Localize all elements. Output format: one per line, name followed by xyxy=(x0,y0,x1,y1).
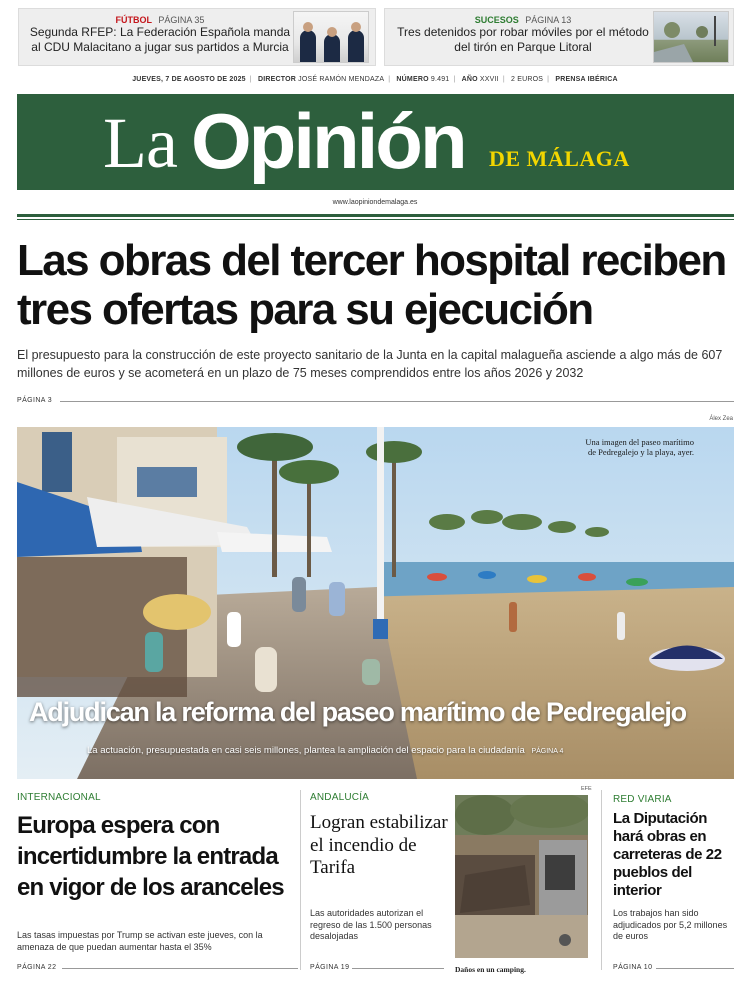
red-viaria-headline[interactable]: La Diputación hará obras en carreteras de 22 pueblos del interior xyxy=(613,810,722,899)
column-divider-2 xyxy=(601,790,602,970)
year-value: XXVII xyxy=(479,76,499,83)
section-andalucia: ANDALUCÍA xyxy=(310,792,370,803)
red-viaria-text: Los trabajos han sido adjudicados por 5,2 millones de euros xyxy=(613,908,728,941)
teaser-sucesos-photo xyxy=(653,11,729,63)
issue-number: 9.491 xyxy=(430,76,450,83)
andalucia-headline[interactable]: Logran estabilizar el incendio de Tarifa xyxy=(310,812,448,878)
director-label: DIRECTOR xyxy=(257,76,296,83)
masthead-rule xyxy=(17,214,734,217)
internacional-text: Las tasas impuestas por Trump se activan este jueves, con la amenaza de que puedan aumentar hasta el 35% xyxy=(17,930,263,952)
photo-credit: Álex Zea xyxy=(709,416,733,422)
column-divider-1 xyxy=(300,790,301,970)
masthead-la: La xyxy=(103,103,177,183)
main-photo[interactable] xyxy=(17,427,734,779)
director-name: JOSÉ RAMÓN MENDAZA xyxy=(298,76,385,83)
teaser-sucesos-section: SUCESOS xyxy=(474,15,519,25)
internacional-headline[interactable]: Europa espera con incertidumbre la entrada en vigor de los aranceles xyxy=(17,812,284,901)
teaser-futbol-text: Segunda RFEP: La Federación Española manda al CDU Malacitano a jugar sus partidos a Murcia xyxy=(29,25,291,54)
dateline: JUEVES, 7 DE AGOSTO DE 2025 | DIRECTOR JOSÉ RAMÓN MENDAZA | NÚMERO 9.491 | AÑO XXVII | 2 EUROS | PRENSA IBÉRICA xyxy=(132,76,618,83)
photo-subtitle-text: La actuación, presupuestada en casi seis millones, plantea la ampliación del espacio para la ciudadanía xyxy=(87,745,525,756)
year-label: AÑO xyxy=(461,76,478,83)
photo-page-ref: PÁGINA 4 xyxy=(531,748,564,755)
teaser-sucesos-kicker xyxy=(393,15,653,25)
teaser-sucesos-text: Tres detenidos por robar móviles por el método del tirón en Parque Litoral xyxy=(397,25,649,54)
lead-page-ref: PÁGINA 3 xyxy=(17,397,53,404)
photo-caption: Una imagen del paseo marítimo de Pedregalejo y la playa, ayer. xyxy=(585,437,694,457)
internacional-page-ref: PÁGINA 22 xyxy=(17,964,57,971)
masthead-logo[interactable] xyxy=(17,94,734,190)
photo-subtitle xyxy=(87,745,727,756)
lead-headline[interactable]: Las obras del tercer hospital reciben tres ofertas para su ejecución xyxy=(17,236,726,334)
lead-deck: El presupuesto para la construcción de este proyecto sanitario de la Junta en la capital malagueña asciende a algo más de 607 millones de euros y se acometerá en un plazo de 75 meses comprendidos entre los años 2026 y 2032 xyxy=(17,348,723,380)
burned-camping-illustration xyxy=(455,795,588,958)
publisher-group: PRENSA IBÉRICA xyxy=(555,76,618,83)
internacional-divider xyxy=(62,968,298,969)
masthead-rule-thin xyxy=(17,219,734,220)
number-label: NÚMERO xyxy=(396,76,429,83)
photo-headline[interactable]: Adjudican la reforma del paseo marítimo de Pedregalejo xyxy=(29,697,686,727)
lead-divider xyxy=(60,401,734,402)
teaser-sucesos-page: PÁGINA 13 xyxy=(525,15,572,25)
red-viaria-divider xyxy=(656,968,734,969)
masthead-opinion: Opinión xyxy=(191,97,465,185)
teaser-futbol-body xyxy=(25,9,295,55)
fire-damage-photo[interactable] xyxy=(455,795,588,958)
teaser-sucesos-body xyxy=(393,9,653,55)
date: JUEVES, 7 DE AGOSTO DE 2025 xyxy=(132,76,246,83)
andalucia-text: Las autoridades autorizan el regreso de las 1.500 personas desalojadas xyxy=(310,908,432,941)
andalucia-divider xyxy=(352,968,444,969)
section-red-viaria: RED VIARIA xyxy=(613,794,672,805)
teaser-futbol[interactable] xyxy=(18,8,376,66)
masthead-city: DE MÁLAGA xyxy=(489,146,630,171)
teaser-futbol-photo xyxy=(293,11,369,63)
price: 2 EUROS xyxy=(511,76,544,83)
fire-photo-credit: EFE xyxy=(581,786,592,792)
teaser-futbol-page: PÁGINA 35 xyxy=(158,15,205,25)
teaser-sucesos[interactable] xyxy=(384,8,734,66)
website-url[interactable]: www.laopiniondemalaga.es xyxy=(332,199,418,206)
teaser-futbol-section: FÚTBOL xyxy=(115,15,152,25)
teaser-futbol-kicker xyxy=(25,15,295,25)
section-internacional: INTERNACIONAL xyxy=(17,792,101,803)
fire-photo-caption: Daños en un camping. xyxy=(455,965,526,974)
andalucia-page-ref: PÁGINA 19 xyxy=(310,964,350,971)
red-viaria-page-ref: PÁGINA 10 xyxy=(613,964,653,971)
